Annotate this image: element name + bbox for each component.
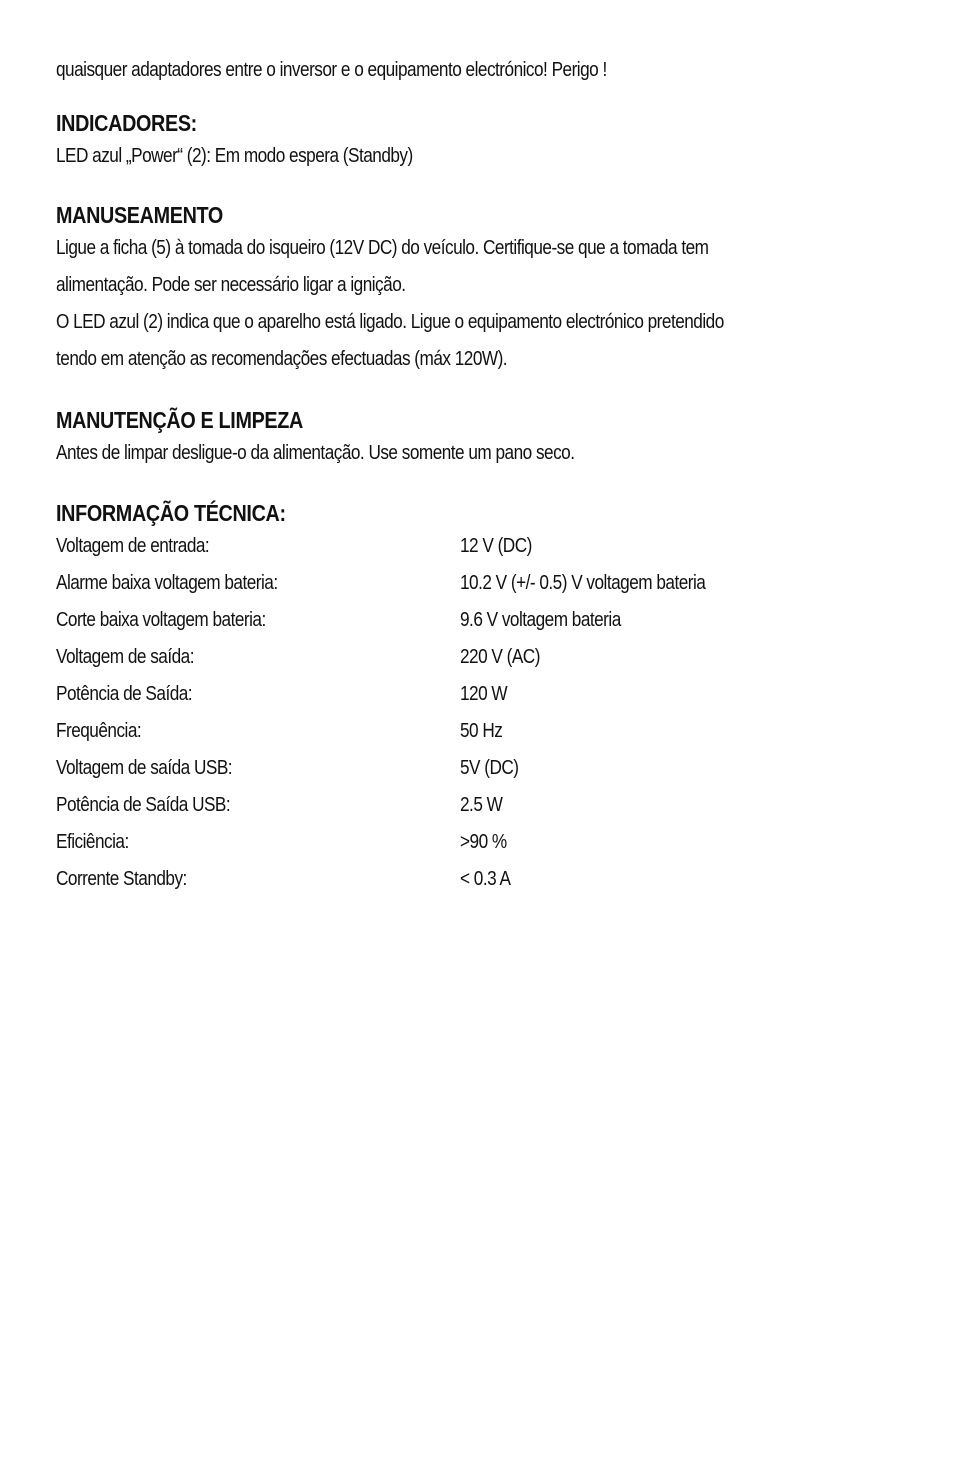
spec-value: 50 Hz <box>460 720 503 742</box>
spec-row <box>56 750 916 787</box>
spec-label: Voltagem de entrada: <box>56 535 210 557</box>
spec-label: Corte baixa voltagem bateria: <box>56 609 266 631</box>
spec-value: 120 W <box>460 683 508 705</box>
spec-value: 220 V (AC) <box>460 646 540 668</box>
spec-row <box>56 602 916 639</box>
spec-label: Frequência: <box>56 720 142 742</box>
spec-value: 9.6 V voltagem bateria <box>460 609 621 631</box>
spec-row <box>56 565 916 602</box>
spec-label: Voltagem de saída: <box>56 646 194 668</box>
indicadores-line: LED azul „Power“ (2): Em modo espera (Standby) <box>56 145 413 167</box>
spec-label: Potência de Saída: <box>56 683 193 705</box>
indicadores-heading: INDICADORES: <box>56 110 197 136</box>
manutencao-line: Antes de limpar desligue-o da alimentação. Use somente um pano seco. <box>56 442 575 464</box>
manuseamento-section <box>56 200 832 378</box>
spec-value: 12 V (DC) <box>460 535 532 557</box>
manutencao-heading: MANUTENÇÃO E LIMPEZA <box>56 407 303 433</box>
manuseamento-line: alimentação. Pode ser necessário ligar a ignição. <box>56 274 406 296</box>
manuseamento-line: O LED azul (2) indica que o aparelho está ligado. Ligue o equipamento electrónico pretendido <box>56 311 724 333</box>
manuseamento-line: Ligue a ficha (5) à tomada do isqueiro (12V DC) do veículo. Certifique-se que a tomada tem <box>56 237 709 259</box>
manuseamento-heading: MANUSEAMENTO <box>56 202 223 228</box>
spec-label: Voltagem de saída USB: <box>56 757 233 779</box>
spec-label: Eficiência: <box>56 831 129 853</box>
spec-label: Corrente Standby: <box>56 868 187 890</box>
manutencao-section <box>56 405 659 472</box>
spec-row <box>56 713 916 750</box>
spec-value: 10.2 V (+/- 0.5) V voltagem bateria <box>460 572 706 594</box>
spec-label: Potência de Saída USB: <box>56 794 231 816</box>
spec-label: Alarme baixa voltagem bateria: <box>56 572 278 594</box>
info-tecnica-heading: INFORMAÇÃO TÉCNICA: <box>56 500 286 526</box>
spec-row <box>56 824 916 861</box>
indicadores-section <box>56 108 471 175</box>
spec-row <box>56 676 916 713</box>
spec-row <box>56 787 916 824</box>
manuseamento-line: tendo em atenção as recomendações efectuadas (máx 120W). <box>56 348 508 370</box>
spec-value: < 0.3 A <box>460 868 511 890</box>
info-tecnica-section <box>56 498 916 898</box>
spec-row <box>56 639 916 676</box>
spec-table <box>56 528 916 898</box>
spec-value: >90 % <box>460 831 507 853</box>
intro-section <box>56 52 696 89</box>
spec-value: 2.5 W <box>460 794 503 816</box>
intro-line: quaisquer adaptadores entre o inversor e o equipamento electrónico! Perigo ! <box>56 59 607 81</box>
spec-row <box>56 528 916 565</box>
spec-value: 5V (DC) <box>460 757 519 779</box>
spec-row <box>56 861 916 898</box>
